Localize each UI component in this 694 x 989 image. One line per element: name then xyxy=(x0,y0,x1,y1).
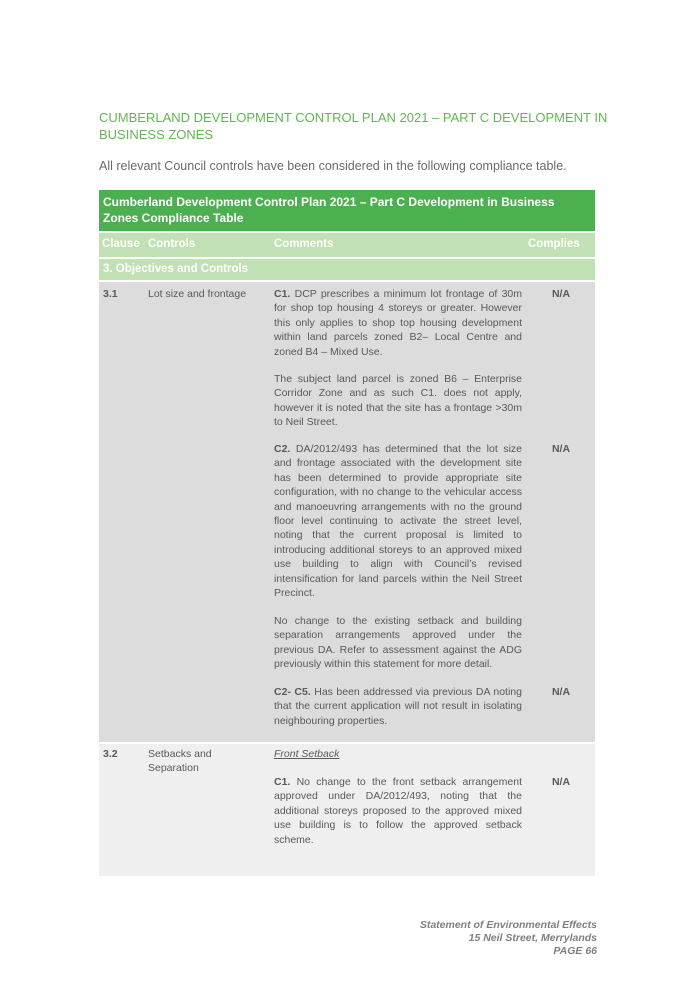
c1-label: C1. xyxy=(274,776,291,788)
c1-text: DCP prescribes a minimum lot frontage of 30m for shop top housing 4 storeys or greater. However this only applies to shop top housing development within land parcels zoned B2– Local Centre and zoned B4 – Mixed Use. xyxy=(274,288,523,358)
intro-text: All relevant Council controls have been considered in the following compliance table. xyxy=(99,159,567,173)
c2-text: DA/2012/493 has determined that the lot size and frontage associated with the development site has been determined to provide appropriate site configuration, with no change to the vehicular access and manoeuvring arrangements with no the ground floor level continuing to activate the street level, noting that the current proposal is limited to introducing additional storeys to an approved mixed use building to align with Council’s revised intensification for land parcels within the Neil Street Precinct. xyxy=(274,443,522,600)
table-row xyxy=(99,744,595,876)
header-complies: Complies xyxy=(528,238,580,250)
header-clause: Clause xyxy=(102,238,140,250)
footer-document-title: Statement of Environmental Effects xyxy=(419,919,597,931)
header-comments: Comments xyxy=(274,238,334,250)
complies-value: N/A xyxy=(551,776,571,788)
header-controls: Controls xyxy=(148,238,196,250)
comment-c1 xyxy=(274,775,522,847)
c1-text: No change to the front setback arrangement approved under DA/2012/493, noting that the additional storeys proposed to the approved mixed use building is to follow the approved setback scheme. xyxy=(274,776,522,846)
c2-label: C2. xyxy=(274,443,291,455)
section-heading: CUMBERLAND DEVELOPMENT CONTROL PLAN 2021 – PART C DEVELOPMENT IN BUSINESS ZONES xyxy=(99,110,608,142)
footer-address: 15 Neil Street, Merrylands xyxy=(468,932,597,944)
comment-para: The subject land parcel is zoned B6 – Enterprise Corridor Zone and as such C1. does not apply, however it is noted that the site has a frontage >30m to Neil Street. xyxy=(274,373,522,429)
clause-number: 3.2 xyxy=(103,748,118,760)
footer-page-number: PAGE 66 xyxy=(553,945,597,957)
comment-subheading: Front Setback xyxy=(274,748,340,760)
page-footer xyxy=(420,919,597,958)
table-header-row xyxy=(99,233,595,257)
section-row xyxy=(99,259,595,280)
complies-value: N/A xyxy=(551,443,571,455)
complies-value: N/A xyxy=(551,288,571,300)
comment-c1 xyxy=(274,287,522,359)
comment-c2 xyxy=(274,442,522,600)
section-label: 3. Objectives and Controls xyxy=(103,263,249,275)
c2-c5-label: C2- C5. xyxy=(274,686,311,698)
clause-number: 3.1 xyxy=(103,288,118,300)
c1-label: C1. xyxy=(274,288,291,300)
comment-para: No change to the existing setback and building separation arrangements approved under the previous DA. Refer to assessment against the ADG previously within this statement for more detail. xyxy=(274,615,522,671)
control-name: Setbacks and Separation xyxy=(148,748,212,775)
compliance-table xyxy=(99,190,595,876)
control-name: Lot size and frontage xyxy=(148,288,247,300)
comment-c2-c5 xyxy=(274,685,522,728)
table-title: Cumberland Development Control Plan 2021 – Part C Development in Business Zones Compliance Table xyxy=(99,190,595,231)
c2-c5-text: Has been addressed via previous DA noting that the current application will not result in isolating neighbouring properties. xyxy=(274,686,522,727)
table-row xyxy=(99,282,595,742)
complies-value: N/A xyxy=(551,686,571,698)
